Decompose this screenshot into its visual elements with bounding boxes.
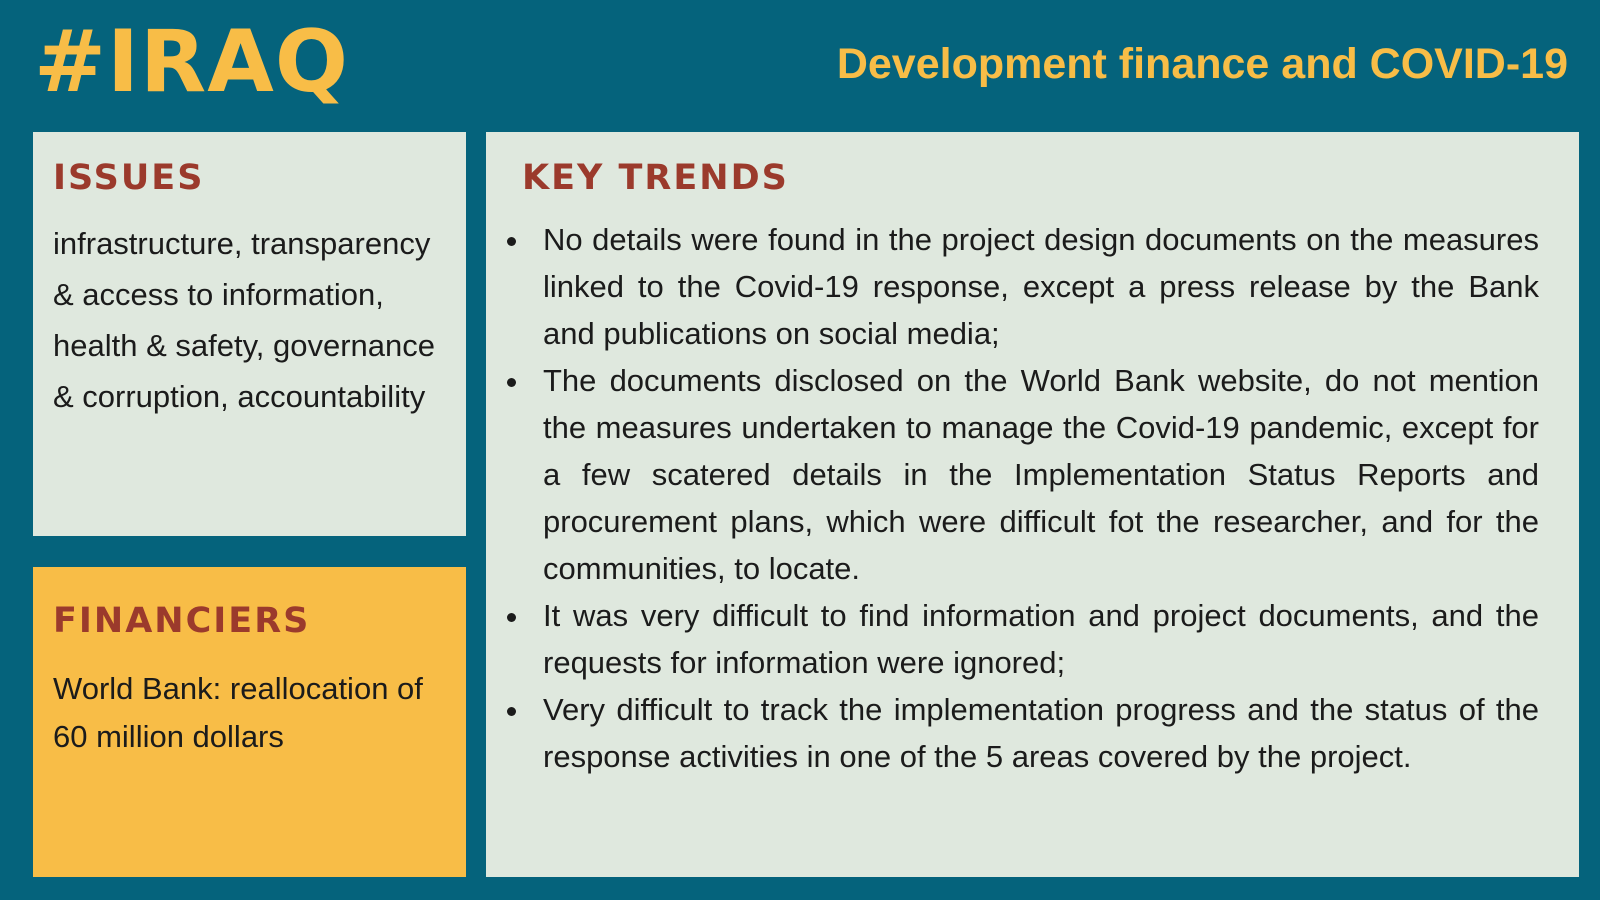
key-trend-text: The documents disclosed on the World Bank website, do not mention the measures undertaken to manage the Covid-19 pandemic, except for a few scatered details in the Implementation Status Reports and procurement plans, which were difficult fot the researcher, and for the communities, to locate. [543,363,1539,586]
key-trend-item [522,686,1539,780]
key-trends-panel [486,132,1579,877]
page-subtitle: Development finance and COVID-19 [836,40,1568,88]
bullet-icon [507,707,516,716]
bullet-icon [507,237,516,246]
issues-text: infrastructure, transparency & access to information, health & safety, governance & corruption, accountability [53,226,436,414]
financiers-panel [33,567,466,877]
key-trend-item [522,592,1539,686]
key-trend-item [522,357,1539,592]
financiers-heading: FINANCIERS [53,601,311,641]
key-trend-text: It was very difficult to find information and project documents, and the requests for information were ignored; [543,598,1539,680]
bullet-icon [507,613,516,622]
key-trend-item [522,216,1539,357]
issues-heading: ISSUES [53,158,205,198]
key-trends-heading: KEY TRENDS [522,158,789,198]
bullet-icon [507,378,516,387]
key-trend-text: Very difficult to track the implementation progress and the status of the response activities in one of the 5 areas covered by the project. [543,692,1539,774]
key-trend-text: No details were found in the project design documents on the measures linked to the Covid-19 response, except a press release by the Bank and publications on social media; [543,222,1539,351]
financiers-text: World Bank: reallocation of 60 million dollars [53,671,423,754]
key-trends-list [522,216,1539,780]
issues-panel [33,132,466,536]
page-title-hashtag: #IRAQ [34,12,349,112]
